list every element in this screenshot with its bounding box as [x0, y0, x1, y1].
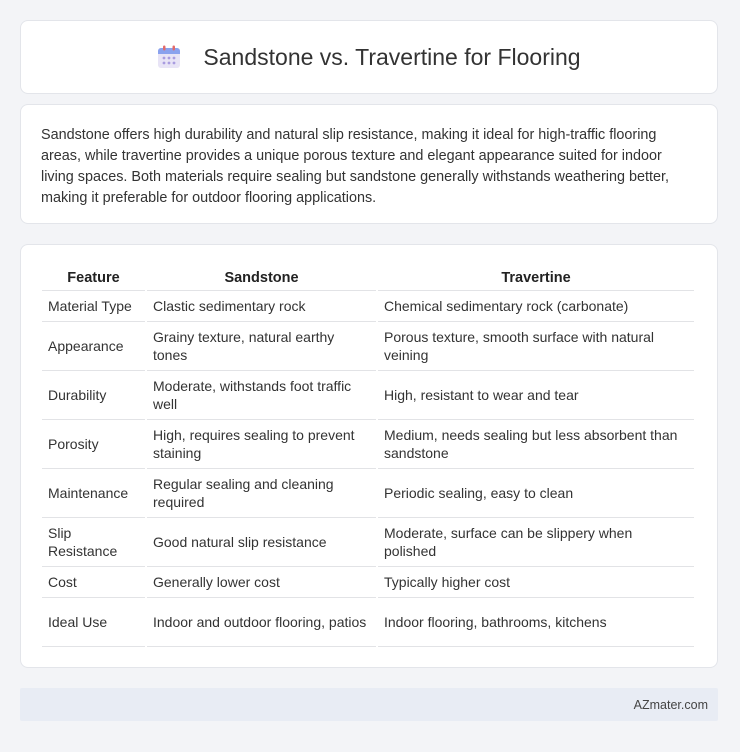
sandstone-cell: Grainy texture, natural earthy tones: [147, 322, 376, 371]
page-title: Sandstone vs. Travertine for Flooring: [203, 43, 581, 70]
calendar-icon: [157, 45, 181, 69]
summary-text: Sandstone offers high durability and natural slip resistance, making it ideal for high-traffic flooring areas, while travertine provides a unique porous texture and elegant appearance suited for indoor living spaces. Both materials require sealing but sandstone generally withstands weathering better, making it preferable for outdoor flooring applications.: [41, 127, 669, 206]
table-row: [42, 322, 694, 371]
feature-cell: Ideal Use: [42, 598, 145, 647]
table-header-row: [42, 265, 694, 291]
feature-cell: Porosity: [42, 420, 145, 469]
sandstone-cell: Regular sealing and cleaning required: [147, 469, 376, 518]
travertine-cell: High, resistant to wear and tear: [378, 371, 694, 420]
header-travertine: Travertine: [378, 265, 694, 291]
sandstone-cell: High, requires sealing to prevent staining: [147, 420, 376, 469]
sandstone-cell: Good natural slip resistance: [147, 518, 376, 567]
footer-brand: AZmater.com: [633, 697, 708, 712]
comparison-table: [40, 265, 696, 647]
travertine-cell: Periodic sealing, easy to clean: [378, 469, 694, 518]
feature-cell: Durability: [42, 371, 145, 420]
table-row: [42, 371, 694, 420]
feature-cell: Material Type: [42, 291, 145, 322]
table-row: [42, 420, 694, 469]
travertine-cell: Typically higher cost: [378, 567, 694, 598]
sandstone-cell: Clastic sedimentary rock: [147, 291, 376, 322]
travertine-cell: Moderate, surface can be slippery when polished: [378, 518, 694, 567]
feature-cell: Slip Resistance: [42, 518, 145, 567]
travertine-cell: Chemical sedimentary rock (carbonate): [378, 291, 694, 322]
title-card: [20, 20, 718, 94]
feature-cell: Cost: [42, 567, 145, 598]
header-feature: Feature: [42, 265, 145, 291]
sandstone-cell: Moderate, withstands foot traffic well: [147, 371, 376, 420]
table-row: [42, 598, 694, 647]
sandstone-cell: Indoor and outdoor flooring, patios: [147, 598, 376, 647]
table-row: [42, 469, 694, 518]
summary-card: [20, 104, 718, 224]
table-row: [42, 567, 694, 598]
table-row: [42, 518, 694, 567]
travertine-cell: Medium, needs sealing but less absorbent than sandstone: [378, 420, 694, 469]
travertine-cell: Indoor flooring, bathrooms, kitchens: [378, 598, 694, 647]
sandstone-cell: Generally lower cost: [147, 567, 376, 598]
header-sandstone: Sandstone: [147, 265, 376, 291]
footer: [20, 688, 718, 721]
feature-cell: Appearance: [42, 322, 145, 371]
feature-cell: Maintenance: [42, 469, 145, 518]
comparison-table-card: [20, 244, 718, 668]
travertine-cell: Porous texture, smooth surface with natural veining: [378, 322, 694, 371]
table-row: [42, 291, 694, 322]
